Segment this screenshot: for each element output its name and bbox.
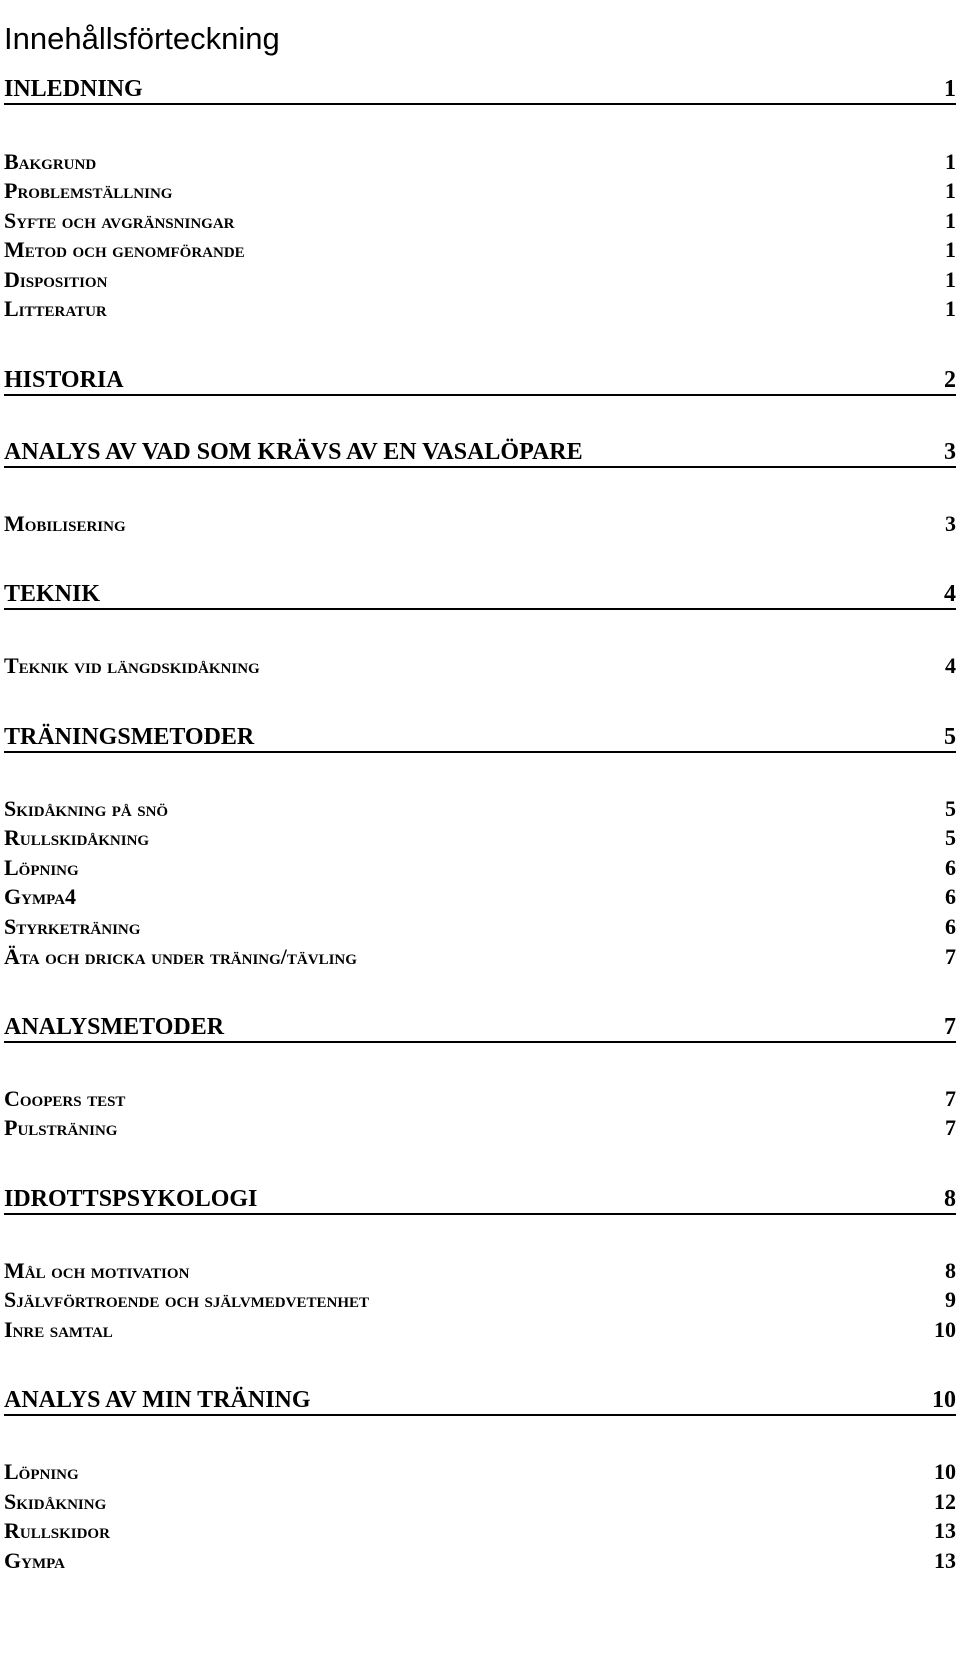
toc-entry-label: Rullskidor xyxy=(4,1518,110,1543)
toc-entry-label: Metod och genomförande xyxy=(4,237,245,262)
toc-entry-teknik[interactable] xyxy=(4,578,956,610)
toc-entry-label: TRÄNINGSMETODER xyxy=(4,724,255,750)
toc-entry-page: 4 xyxy=(944,581,956,607)
toc-entry-skidakning-sno[interactable] xyxy=(4,794,956,822)
toc-entry-page: 7 xyxy=(945,944,956,969)
toc-entry-litteratur[interactable] xyxy=(4,294,956,322)
page-title: Innehållsförteckning xyxy=(4,20,280,56)
toc-entry-page: 1 xyxy=(945,208,956,233)
toc-entry-label: Problemställning xyxy=(4,178,173,203)
toc-entry-traningsmetoder[interactable] xyxy=(4,721,956,753)
toc-entry-idrottspsykologi[interactable] xyxy=(4,1183,956,1215)
toc-entry-problemstallning[interactable] xyxy=(4,176,956,204)
toc-entry-label: Inre samtal xyxy=(4,1317,113,1342)
toc-entry-label: Coopers test xyxy=(4,1086,126,1111)
toc-entry-label: ANALYS AV MIN TRÄNING xyxy=(4,1387,311,1413)
toc-entry-page: 12 xyxy=(934,1489,956,1514)
toc-entry-page: 1 xyxy=(944,76,956,102)
toc-entry-page: 5 xyxy=(945,796,956,821)
toc-entry-mal-motivation[interactable] xyxy=(4,1256,956,1284)
toc-entry-styrketraning[interactable] xyxy=(4,912,956,940)
toc-entry-label: IDROTTSPSYKOLOGI xyxy=(4,1186,258,1212)
toc-entry-coopers-test[interactable] xyxy=(4,1084,956,1112)
toc-entry-analysmetoder[interactable] xyxy=(4,1011,956,1043)
toc-entry-label: HISTORIA xyxy=(4,367,124,393)
toc-entry-syfte[interactable] xyxy=(4,206,956,234)
toc-entry-label: Syfte och avgränsningar xyxy=(4,208,235,233)
toc-entry-label: Löpning xyxy=(4,855,79,880)
toc-entry-label: Teknik vid längdskidåkning xyxy=(4,653,260,678)
toc-entry-label: ANALYSMETODER xyxy=(4,1014,225,1040)
toc-entry-label: Äta och dricka under träning/tävling xyxy=(4,944,357,969)
toc-entry-page: 3 xyxy=(945,511,956,536)
toc-entry-label: Mobilisering xyxy=(4,511,126,536)
toc-entry-rullskidor[interactable] xyxy=(4,1516,956,1544)
toc-entry-label: ANALYS AV VAD SOM KRÄVS AV EN VASALÖPARE xyxy=(4,439,583,465)
toc-entry-lopning-2[interactable] xyxy=(4,1457,956,1485)
toc-entry-label: Skidåkning på snö xyxy=(4,796,169,821)
toc-entry-label: Självförtroende och självmedvetenhet xyxy=(4,1287,369,1312)
toc-entry-mobilisering[interactable] xyxy=(4,509,956,537)
toc-entry-page: 1 xyxy=(945,237,956,262)
toc-entry-pulstraning[interactable] xyxy=(4,1113,956,1141)
toc-entry-label: Gympa4 xyxy=(4,884,76,909)
toc-entry-label: Rullskidåkning xyxy=(4,825,150,850)
toc-entry-page: 8 xyxy=(945,1258,956,1283)
toc-entry-inledning[interactable] xyxy=(4,73,956,105)
toc-entry-page: 13 xyxy=(934,1548,956,1573)
toc-entry-analys-vasalopare[interactable] xyxy=(4,436,956,468)
toc-entry-bakgrund[interactable] xyxy=(4,147,956,175)
toc-entry-label: TEKNIK xyxy=(4,581,101,607)
toc-entry-page: 8 xyxy=(944,1186,956,1212)
toc-entry-page: 1 xyxy=(945,296,956,321)
toc-entry-metod[interactable] xyxy=(4,235,956,263)
toc-entry-page: 7 xyxy=(945,1086,956,1111)
toc-entry-ata-dricka[interactable] xyxy=(4,942,956,970)
toc-entry-page: 5 xyxy=(945,825,956,850)
toc-entry-page: 4 xyxy=(945,653,956,678)
toc-entry-disposition[interactable] xyxy=(4,265,956,293)
toc-entry-teknik-langdskidakning[interactable] xyxy=(4,651,956,679)
toc-entry-analys-min-traning[interactable] xyxy=(4,1384,956,1416)
toc-entry-page: 7 xyxy=(945,1115,956,1140)
toc-entry-label: Disposition xyxy=(4,267,108,292)
toc-entry-page: 1 xyxy=(945,178,956,203)
toc-entry-page: 10 xyxy=(932,1387,956,1413)
toc-entry-page: 1 xyxy=(945,149,956,174)
toc-entry-page: 10 xyxy=(934,1459,956,1484)
toc-entry-page: 6 xyxy=(945,914,956,939)
toc-entry-label: Skidåkning xyxy=(4,1489,107,1514)
toc-entry-sjalvfortroende[interactable] xyxy=(4,1285,956,1313)
toc-entry-label: Styrketräning xyxy=(4,914,141,939)
toc-entry-inre-samtal[interactable] xyxy=(4,1315,956,1343)
toc-entry-label: INLEDNING xyxy=(4,76,143,102)
toc-entry-page: 6 xyxy=(945,855,956,880)
toc-entry-page: 1 xyxy=(945,267,956,292)
toc-entry-gympa[interactable] xyxy=(4,1546,956,1574)
toc-entry-rullskidakning[interactable] xyxy=(4,823,956,851)
toc-entry-historia[interactable] xyxy=(4,364,956,396)
toc-entry-label: Löpning xyxy=(4,1459,79,1484)
toc-entry-label: Litteratur xyxy=(4,296,107,321)
toc-entry-page: 9 xyxy=(945,1287,956,1312)
toc-entry-page: 6 xyxy=(945,884,956,909)
toc-entry-page: 3 xyxy=(944,439,956,465)
toc-entry-lopning[interactable] xyxy=(4,853,956,881)
toc-entry-page: 5 xyxy=(944,724,956,750)
toc-entry-label: Mål och motivation xyxy=(4,1258,190,1283)
toc-entry-page: 2 xyxy=(944,367,956,393)
toc-entry-label: Pulsträning xyxy=(4,1115,118,1140)
toc-entry-gympa4[interactable] xyxy=(4,882,956,910)
toc-entry-page: 13 xyxy=(934,1518,956,1543)
toc-entry-label: Gympa xyxy=(4,1548,65,1573)
toc-entry-page: 7 xyxy=(944,1014,956,1040)
toc-entry-skidakning[interactable] xyxy=(4,1487,956,1515)
toc-entry-label: Bakgrund xyxy=(4,149,97,174)
toc-entry-page: 10 xyxy=(934,1317,956,1342)
